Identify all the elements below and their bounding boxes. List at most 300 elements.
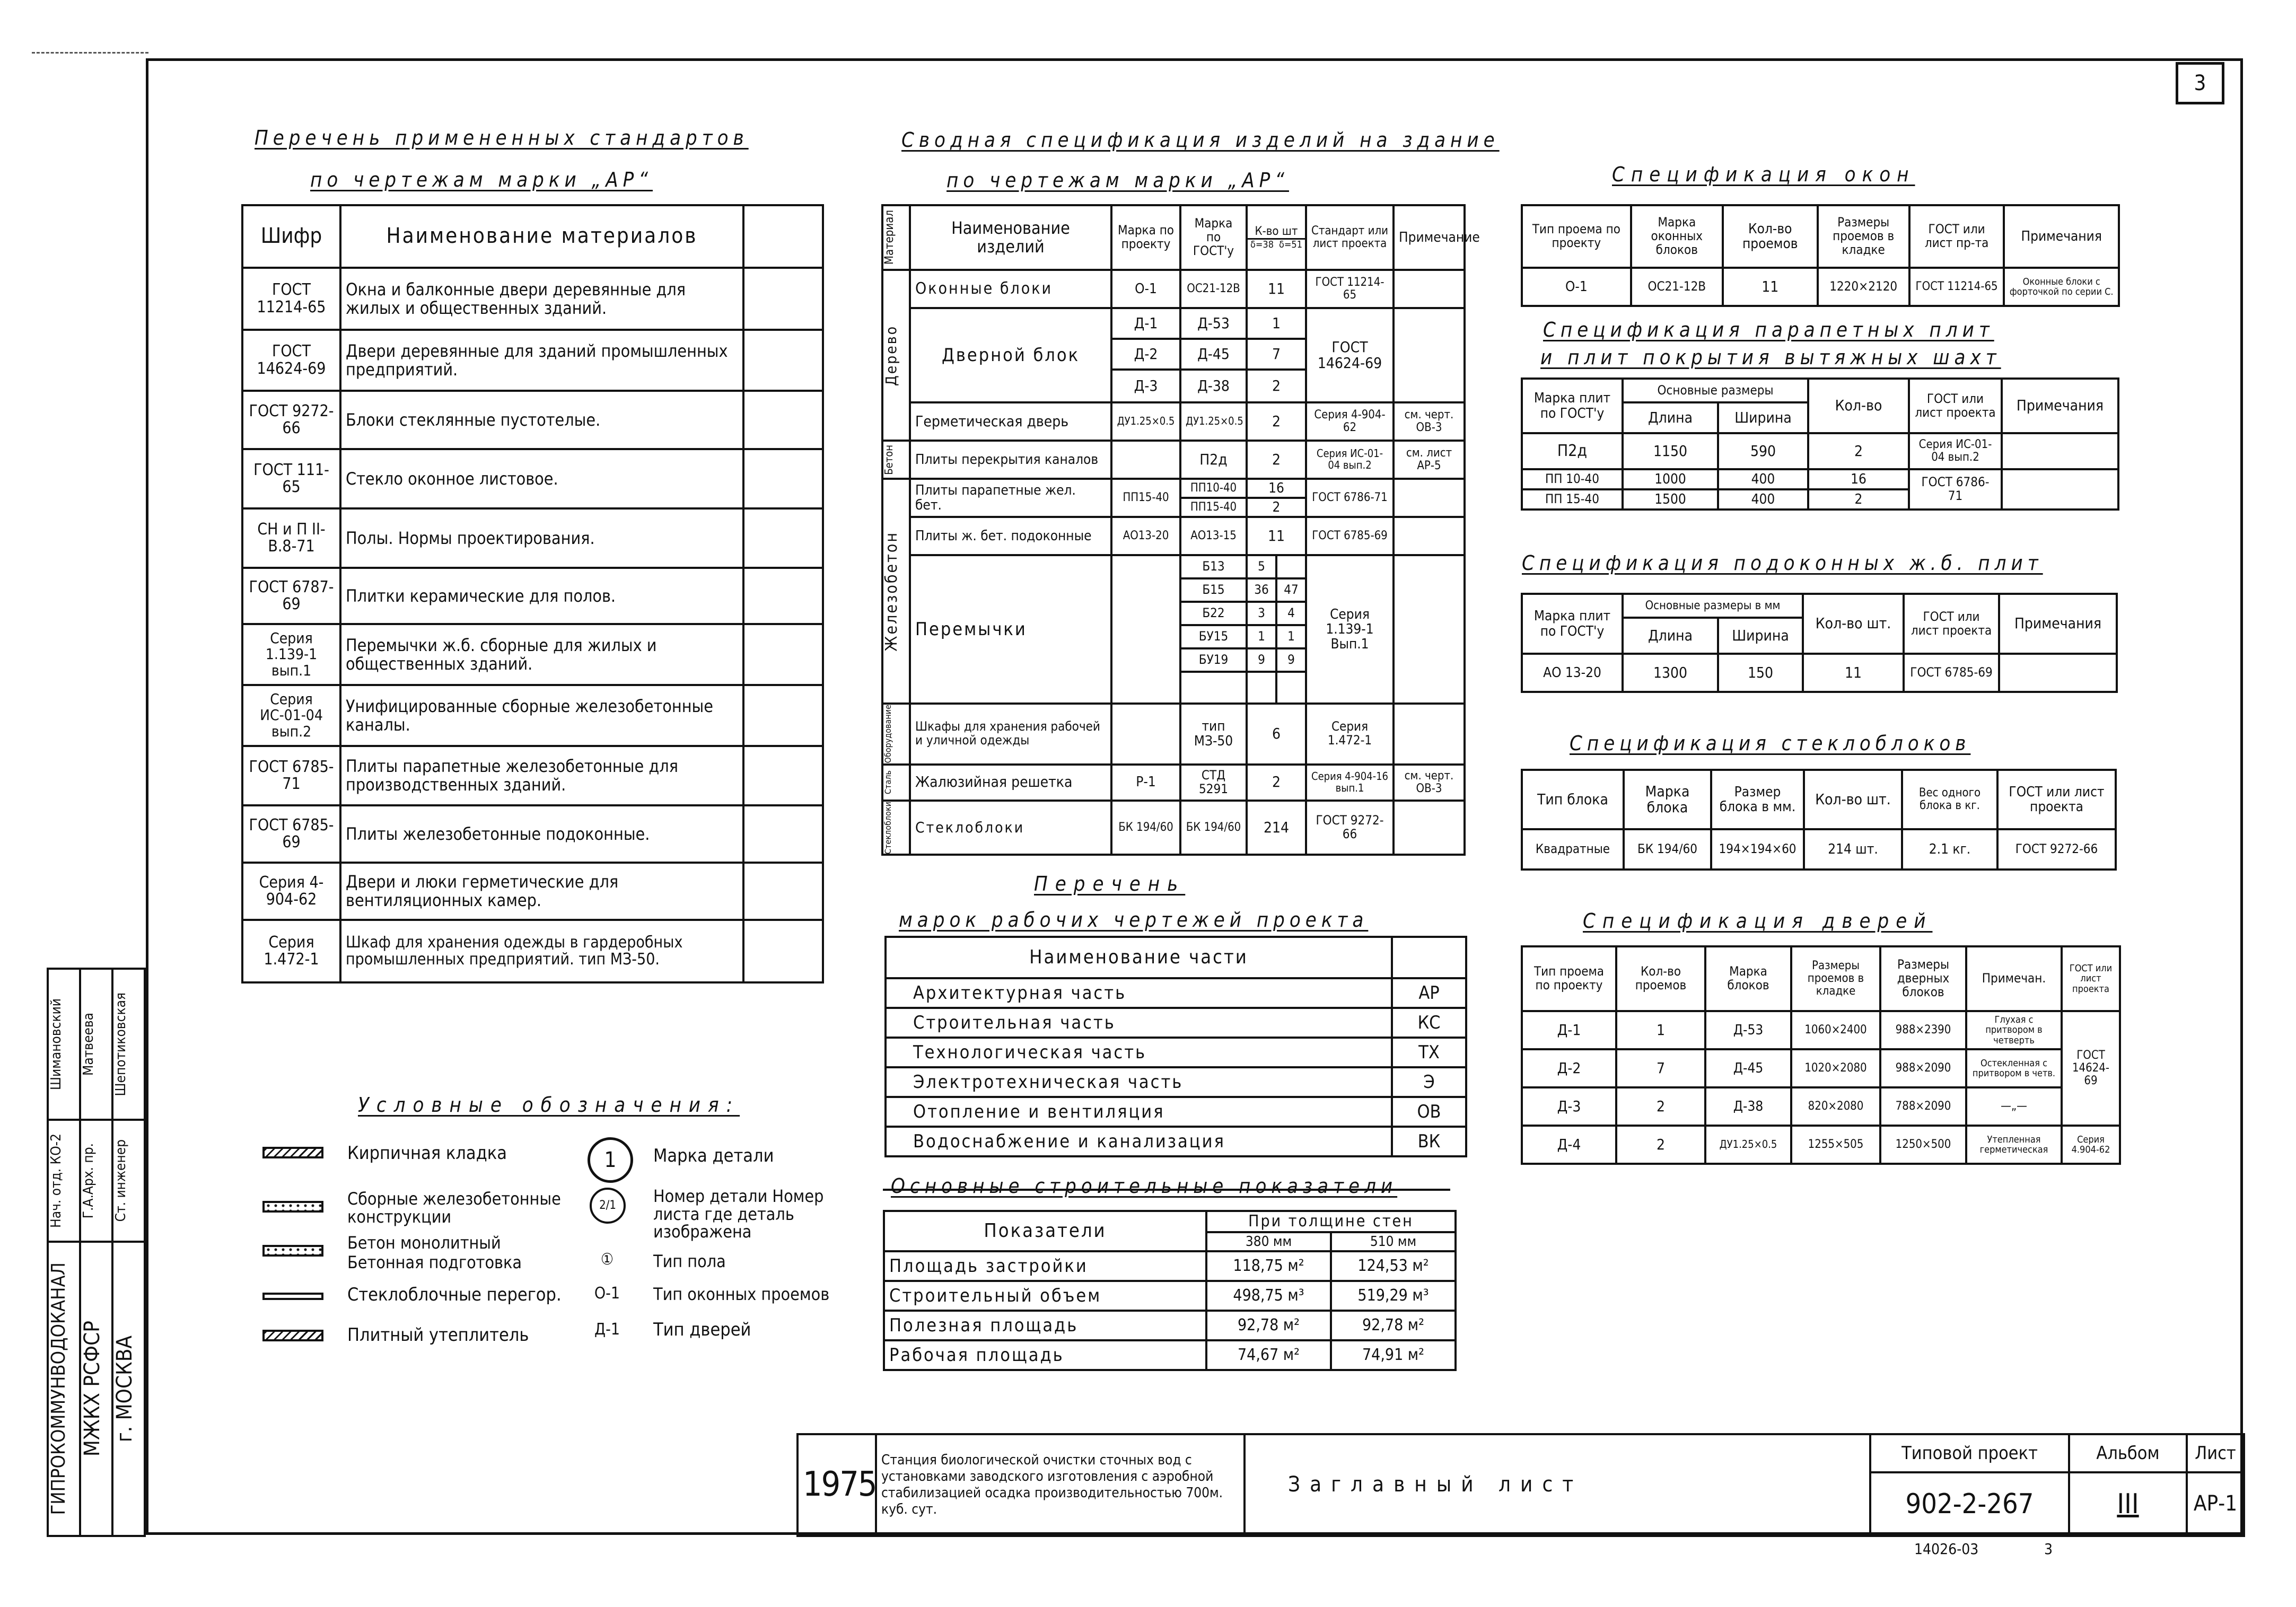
sum-sill-name: Плиты ж. бет. подоконные [910,517,1111,555]
sum-windows-std: ГОСТ 11214-65 [1306,270,1394,308]
summary-head-mark-gost: Марка по ГОСТ'у [1180,205,1247,270]
parapet-subtitle: и плит покрытия вытяжных шахт [1540,346,2001,369]
sum-lintel-q1: 1 [1247,625,1276,648]
side-city: г. МОСКВА [112,1335,137,1443]
win-cell: ОС21-12В [1631,268,1723,306]
standards-head-name: Наименование материалов [340,205,743,268]
sum-locker-name: Шкафы для хранения рабочей и уличной одежды [910,704,1111,764]
glassblock-symbol [262,1293,323,1300]
group-glass: Стеклоблоки [883,801,893,854]
sum-parapet-mp: ПП15-40 [1111,479,1180,517]
sill-head-gost: ГОСТ или лист проекта [1904,594,1999,654]
indicators-w2: 510 мм [1331,1232,1456,1251]
gb-cell: ГОСТ 9272-66 [1997,829,2116,870]
door-head: Примечан. [1966,946,2062,1011]
sum-door-mg: Д-45 [1180,339,1247,370]
par-gost: Серия ИС-01-04 вып.2 [1909,433,2002,469]
sum-lintel-q1: 9 [1247,648,1276,672]
gb-cell: 194×194×60 [1711,829,1804,870]
par-head-mark: Марка плит по ГОСТ'у [1522,379,1623,433]
sum-slab-qty: 2 [1247,441,1306,479]
sill-head-note: Примечания [1999,594,2117,654]
door-open: 1255×505 [1791,1126,1880,1164]
sheet-ref-page: 3 [2044,1540,2053,1558]
doors-title: Спецификация дверей [1583,909,1933,933]
gb-cell: БК 194/60 [1624,829,1711,870]
std-code: ГОСТ 6785-71 [242,746,340,805]
summary-table [881,204,1480,856]
summary-head-std: Стандарт или лист проекта [1306,205,1394,270]
par-len: 1150 [1623,433,1718,469]
gb-head: Размер блока в мм. [1711,770,1804,829]
std-code: ГОСТ 9272-66 [242,391,340,449]
summary-head-name: Наименование изделий [910,205,1111,270]
drawing-part: Отопление и вентиляция [886,1097,1392,1127]
indicator-v2: 124,53 м² [1331,1251,1456,1281]
side-org: ГИПРОКОММУНВОДОКАНАЛ [48,1262,69,1515]
win-cell: ГОСТ 11214-65 [1909,268,2004,306]
doors-table [1521,945,2121,1165]
par-mark: ПП 10-40 [1522,469,1623,489]
monolith-symbol [262,1245,323,1257]
door-note: Глухая с притвором в четверть [1966,1011,2062,1049]
indicator-v1: 92,78 м² [1206,1311,1331,1340]
legend-title: Условные обозначения: [358,1093,740,1117]
door-note: Утепленная герметическая [1966,1126,2062,1164]
indicator-v2: 92,78 м² [1331,1311,1456,1340]
legend-glassblock: Стеклоблочные перегор. [347,1284,562,1305]
indicator-name: Рабочая площадь [884,1340,1206,1370]
sum-parapet-name: Плиты парапетные жел. бет. [910,479,1111,517]
sum-gb-std: ГОСТ 9272-66 [1306,801,1394,855]
door-type: Д-2 [1522,1049,1616,1087]
par-mark: ПП 15-40 [1522,489,1623,510]
door-note: Остекленная с притвором в четв. [1966,1049,2062,1087]
door-type: Д-1 [1522,1011,1616,1049]
side-role-1: Нач. отд. КО-2 [48,1134,64,1228]
door-head: Размеры дверных блоков [1880,946,1966,1011]
gb-head: Тип блока [1522,770,1624,829]
drawing-code: АР [1392,978,1466,1008]
indicators-head: Показатели [884,1211,1206,1251]
door-open: 1060×2400 [1791,1011,1880,1049]
door-type: Д-3 [1522,1087,1616,1126]
sum-grille-mg: СТД 5291 [1180,765,1247,801]
drawing-code: ОВ [1392,1097,1466,1127]
sill-head-dims: Основные размеры в мм [1623,594,1803,618]
door-open: 1020×2080 [1791,1049,1880,1087]
drawing-code: ТХ [1392,1038,1466,1067]
indicators-title-rule [883,1189,1450,1191]
title-block [796,1433,2245,1537]
standards-title: Перечень примененных стандартов [255,126,749,150]
gb-head: ГОСТ или лист проекта [1997,770,2116,829]
summary-subtitle: по чертежам марки „АР“ [947,169,1289,192]
mark-circle-symbol: 1 [588,1137,633,1183]
sum-lintel-q2 [1276,555,1306,578]
win-head: Марка оконных блоков [1631,205,1723,268]
door-head: Марка блоков [1705,946,1791,1011]
indicator-name: Строительный объем [884,1281,1206,1311]
win-head: Примечания [2004,205,2119,268]
standards-table [241,204,824,983]
door-block: 988×2390 [1880,1011,1966,1049]
side-role-2: Г.А.Арх. пр. [81,1143,97,1219]
std-name: Блоки стеклянные пустотелые. [340,391,743,449]
par-mark: П2д [1522,433,1623,469]
parapet-title: Спецификация парапетных плит [1543,318,1994,341]
sum-lintel-q2: 4 [1276,602,1306,625]
gb-head: Вес одного блока в кг. [1902,770,1997,829]
gb-head: Марка блока [1624,770,1711,829]
win-head: Размеры проемов в кладке [1818,205,1909,268]
sum-door-name: Дверной блок [910,308,1111,402]
sum-locker-std: Серия 1.472-1 [1306,704,1394,764]
sum-sill-std: ГОСТ 6785-69 [1306,517,1394,555]
sum-windows-mg: ОС21-12В [1180,270,1247,308]
door-qty: 2 [1616,1087,1705,1126]
std-name: Окна и балконные двери деревянные для жилых и общественных зданий. [340,268,743,330]
legend-prep: Бетонная подготовка [347,1252,522,1272]
par-gost: ГОСТ 6786-71 [1909,469,2002,510]
door-gost: Серия 4.904-62 [2062,1126,2120,1164]
indicators-w1: 380 мм [1206,1232,1331,1251]
brick-symbol [262,1147,323,1158]
sill-head-wid: Ширина [1718,618,1803,654]
door-qty: 2 [1616,1126,1705,1164]
std-code: Серия ИС-01-04 вып.2 [242,685,340,746]
trim-mark [32,52,148,54]
door-head: Тип проема по проекту [1522,946,1616,1011]
sum-lintel-mg: БУ15 [1180,625,1247,648]
sill-qty: 11 [1803,654,1904,692]
sum-sill-mg: АО13-15 [1180,517,1247,555]
sum-lintel-mg: Б13 [1180,555,1247,578]
glassblocks-title: Спецификация стеклоблоков [1570,732,1971,755]
sill-len: 1300 [1623,654,1718,692]
std-name: Двери деревянные для зданий промышленных предприятий. [340,330,743,391]
sum-door-qty: 7 [1247,339,1306,370]
par-head-wid: Ширина [1718,402,1808,433]
stamp-project: Станция биологической очистки сточных вод с установками заводского изготовления с аэробной стабилизацией осадка производительностью 700м. куб. сут. [876,1434,1245,1536]
sills-table [1521,593,2118,693]
sum-door-qty: 2 [1247,370,1306,402]
summary-head-note: Примечание [1394,205,1465,270]
legend-window: Тип оконных проемов [653,1284,830,1304]
sum-lintel-std: Серия 1.139-1 Вып.1 [1306,555,1394,704]
std-name: Плиты железобетонные подоконные. [340,805,743,863]
sum-herm-std: Серия 4-904-62 [1306,402,1394,441]
std-code: Серия 1.139-1 вып.1 [242,624,340,685]
group-concrete: Бетон [882,444,895,475]
sum-door-mp: Д-2 [1111,339,1180,370]
sum-door-mp: Д-1 [1111,308,1180,339]
sum-grille-mp: Р-1 [1111,765,1180,801]
sum-lintel-q2: 47 [1276,578,1306,602]
sill-head-mark: Марка плит по ГОСТ'у [1522,594,1623,654]
stamp-type-label: Типовой проект [1870,1434,2069,1472]
standards-subtitle: по чертежам марки „АР“ [310,168,653,191]
side-name-3: Шепотиковская [113,992,129,1096]
legend-insulation: Плитный утеплитель [347,1324,529,1346]
door-note: —„— [1966,1087,2062,1126]
summary-head-q2: δ=51 [1278,239,1303,250]
indicator-name: Полезная площадь [884,1311,1206,1340]
door-head: ГОСТ или лист проекта [2062,946,2120,1011]
par-head-qty: Кол-во [1808,379,1909,433]
sum-parapet-mg1: ПП10-40 [1180,479,1247,498]
sum-gb-name: Стеклоблоки [910,801,1111,855]
sum-windows-qty: 11 [1247,270,1306,308]
sum-parapet-q1: 16 [1247,479,1306,498]
windows-table [1521,204,2120,307]
side-role-3: Ст. инженер [113,1139,129,1222]
legend-detail: Номер детали Номер листа где деталь изображена [653,1186,824,1242]
sum-lintel-q1: 3 [1247,602,1276,625]
sum-lintel-q1: 36 [1247,578,1276,602]
legend-brick: Кирпичная кладка [347,1143,507,1164]
legend-monolith: Бетон монолитный [347,1233,501,1253]
sum-herm-qty: 2 [1247,402,1306,441]
sill-head-len: Длина [1623,618,1718,654]
summary-title: Сводная спецификация изделий на здание [901,128,1500,152]
gb-cell: 214 шт. [1804,829,1902,870]
par-head-note: Примечания [2002,379,2118,433]
legend-door: Тип дверей [653,1319,751,1340]
group-wood: Дерево [882,324,900,386]
door-block: 1250×500 [1880,1126,1966,1164]
drawings-subtitle: марок рабочих чертежей проекта [899,908,1369,932]
sum-herm-note: см. черт. ОВ-3 [1394,402,1465,441]
door-qty: 1 [1616,1011,1705,1049]
legend-floor: Тип пола [653,1251,726,1271]
side-ministry: МЖКХ РСФСР [80,1321,104,1457]
std-name: Двери и люки герметические для вентиляционных камер. [340,863,743,920]
window-type-symbol: О-1 [594,1284,620,1303]
sill-mark: АО 13-20 [1522,654,1623,692]
sum-lintel-mg: БУ19 [1180,648,1247,672]
sum-parapet-mg2: ПП15-40 [1180,498,1247,517]
sum-parapet-q2: 2 [1247,498,1306,517]
sum-lintel-q2: 1 [1276,625,1306,648]
floor-type-symbol: ① [600,1250,614,1269]
drawing-part: Строительная часть [886,1008,1392,1038]
door-block: 788×2090 [1880,1087,1966,1126]
sum-grille-name: Жалюзийная решетка [910,765,1111,801]
drawings-head: Наименование части [886,937,1392,978]
sum-slab-mg: П2д [1180,441,1247,479]
drawing-part: Технологическая часть [886,1038,1392,1067]
drawings-table [884,936,1467,1157]
std-code: ГОСТ 6785-69 [242,805,340,863]
par-wid: 400 [1718,469,1808,489]
drawings-title: Перечень [1034,872,1186,895]
legend-precast: Сборные железобетонные конструкции [347,1189,561,1227]
drawing-part: Водоснабжение и канализация [886,1127,1392,1156]
std-code: ГОСТ 11214-65 [242,268,340,330]
door-mark: Д-53 [1705,1011,1791,1049]
stamp-type-no: 902-2-267 [1870,1472,2069,1536]
std-name: Стекло оконное листовое. [340,449,743,508]
std-name: Перемычки ж.б. сборные для жилых и общественных зданий. [340,624,743,685]
sum-lintel-q1: 5 [1247,555,1276,578]
par-len: 1000 [1623,469,1718,489]
sum-windows-name: Оконные блоки [910,270,1111,308]
drawing-code: ВК [1392,1127,1466,1156]
stamp-sheet-title: Заглавный лист [1245,1434,1870,1536]
group-steel: Сталь [883,770,893,794]
indicators-table [883,1210,1457,1371]
sum-sill-qty: 11 [1247,517,1306,555]
group-rc: Железобетон [882,531,901,652]
door-block: 988×2090 [1880,1049,1966,1087]
sum-herm-mp: ДУ1.25×0.5 [1111,402,1180,441]
par-qty: 16 [1808,469,1909,489]
drawing-code: Э [1392,1067,1466,1097]
windows-title: Спецификация окон [1612,163,1915,186]
door-gost: ГОСТ 14624-69 [2062,1011,2120,1126]
sum-grille-qty: 2 [1247,765,1306,801]
sum-lintel-mg: Б22 [1180,602,1247,625]
indicator-name: Площадь застройки [884,1251,1206,1281]
door-mark: ДУ1.25×0.5 [1705,1126,1791,1164]
sum-slab-std: Серия ИС-01-04 вып.2 [1306,441,1394,479]
stamp-album-label: Альбом [2069,1434,2187,1472]
door-qty: 7 [1616,1049,1705,1087]
sum-gb-mg: БК 194/60 [1180,801,1247,855]
std-name: Плиты парапетные железобетонные для производственных зданий. [340,746,743,805]
sum-door-mg: Д-38 [1180,370,1247,402]
sum-gb-mp: БК 194/60 [1111,801,1180,855]
indicators-title: Основные строительные показатели [891,1174,1398,1198]
drawing-part: Электротехническая часть [886,1067,1392,1097]
std-name: Шкаф для хранения одежды в гардеробных промышленных предприятий. тип МЗ-50. [340,920,743,982]
sum-windows-mp: О-1 [1111,270,1180,308]
group-misc: Оборудование [883,705,893,763]
door-head: Кол-во проемов [1616,946,1705,1011]
std-name: Унифицированные сборные железобетонные каналы. [340,685,743,746]
win-head: Кол-во проемов [1723,205,1818,268]
std-name: Плитки керамические для полов. [340,568,743,624]
par-len: 1500 [1623,489,1718,510]
gb-head: Кол-во шт. [1804,770,1902,829]
indicator-v2: 74,91 м² [1331,1340,1456,1370]
sum-lintel-name: Перемычки [910,555,1111,704]
std-name: Полы. Нормы проектирования. [340,508,743,568]
par-wid: 400 [1718,489,1808,510]
sum-door-std: ГОСТ 14624-69 [1306,308,1394,402]
summary-head-mat: Материал [883,210,896,265]
sum-lintel-q2: 9 [1276,648,1306,672]
par-wid: 590 [1718,433,1808,469]
indicator-v2: 519,29 м³ [1331,1281,1456,1311]
std-code: СН и П II-В.8-71 [242,508,340,568]
sum-grille-note: см. черт. ОВ-3 [1394,765,1465,801]
sum-door-mp: Д-3 [1111,370,1180,402]
sum-slab-note: см. лист АР-5 [1394,441,1465,479]
sum-locker-mg: тип МЗ-50 [1180,704,1247,764]
door-mark: Д-38 [1705,1087,1791,1126]
win-cell: 1220×2120 [1818,268,1909,306]
par-qty: 2 [1808,433,1909,469]
summary-head-mark-proj: Марка по проекту [1111,205,1180,270]
standards-head-code: Шифр [242,205,340,268]
door-mark: Д-45 [1705,1049,1791,1087]
summary-head-q1: δ=38 [1250,239,1274,250]
sum-locker-qty: 6 [1247,704,1306,764]
win-cell: 11 [1723,268,1818,306]
insulation-symbol [262,1330,323,1341]
stamp-album: III [2069,1472,2187,1536]
page-number-box: 3 [2176,62,2224,104]
std-code: Серия 1.472-1 [242,920,340,982]
legend-mark: Марка детали [653,1145,774,1166]
door-type: Д-4 [1522,1126,1616,1164]
win-head: ГОСТ или лист пр-та [1909,205,2004,268]
std-code: ГОСТ 14624-69 [242,330,340,391]
side-name-2: Матвеева [81,1013,97,1076]
sum-slab-name: Плиты перекрытия каналов [910,441,1111,479]
std-code: Серия 4-904-62 [242,863,340,920]
stamp-list-label: Лист [2187,1434,2244,1472]
side-name-1: Шимановский [48,998,64,1090]
sum-herm-mg: ДУ1.25×0.5 [1180,402,1247,441]
door-open: 820×2080 [1791,1087,1880,1126]
sum-sill-mp: АО13-20 [1111,517,1180,555]
sum-lintel-mg: Б15 [1180,578,1247,602]
sill-head-qty: Кол-во шт. [1803,594,1904,654]
drawing-code: КС [1392,1008,1466,1038]
sum-door-mg: Д-53 [1180,308,1247,339]
sum-grille-std: Серия 4-904-16 вып.1 [1306,765,1394,801]
drawing-part: Архитектурная часть [886,978,1392,1008]
indicator-v1: 74,67 м² [1206,1340,1331,1370]
std-code: ГОСТ 6787-69 [242,568,340,624]
sum-parapet-std: ГОСТ 6786-71 [1306,479,1394,517]
sum-herm-name: Герметическая дверь [910,402,1111,441]
indicator-v1: 118,75 м² [1206,1251,1331,1281]
par-head-gost: ГОСТ или лист проекта [1909,379,2002,433]
sum-door-qty: 1 [1247,308,1306,339]
win-cell: О-1 [1522,268,1631,306]
gb-cell: Квадратные [1522,829,1624,870]
precast-symbol [262,1201,323,1213]
sum-gb-qty: 214 [1247,801,1306,855]
indicator-v1: 498,75 м³ [1206,1281,1331,1311]
door-type-symbol: Д-1 [594,1320,620,1339]
stamp-list: АР-1 [2187,1472,2244,1536]
detail-ref-symbol: 2/1 [590,1188,626,1224]
sills-title: Спецификация подоконных ж.б. плит [1522,551,2043,575]
parapet-table [1521,377,2119,511]
gb-cell: 2.1 кг. [1902,829,1997,870]
win-head: Тип проема по проекту [1522,205,1631,268]
sill-wid: 150 [1718,654,1803,692]
sill-gost: ГОСТ 6785-69 [1904,654,1999,692]
par-qty: 2 [1808,489,1909,510]
side-stamp [47,968,146,1537]
stamp-year: 1975 [798,1434,876,1536]
summary-head-qty: К-во шт [1255,224,1298,238]
indicators-head-wall: При толщине стен [1206,1211,1456,1232]
win-cell: Оконные блоки с форточкой по серии С. [2004,268,2119,306]
door-head: Размеры проемов в кладке [1791,946,1880,1011]
std-code: ГОСТ 111-65 [242,449,340,508]
par-head-len: Длина [1623,402,1718,433]
sheet-ref: 14026-03 [1914,1540,1979,1558]
glassblocks-table [1521,769,2117,871]
par-head-dims: Основные размеры [1623,379,1808,402]
